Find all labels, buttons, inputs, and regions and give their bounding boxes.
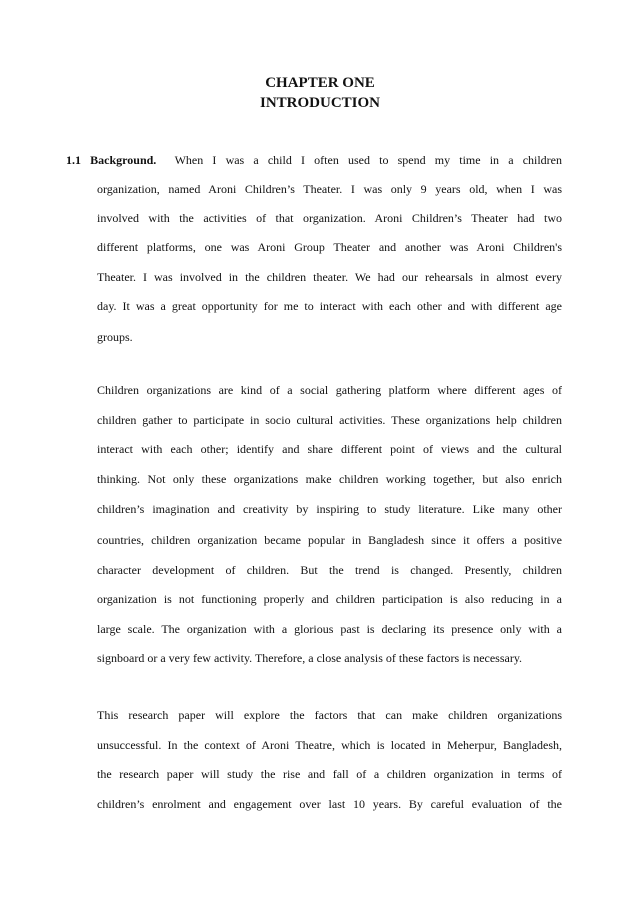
paragraph-line: Theater. I was involved in the children theater. We had our rehearsals in almost every bbox=[97, 270, 562, 284]
section-number: 1.1 bbox=[66, 153, 81, 167]
paragraph-line: different platforms, one was Aroni Group Theater and another was Aroni Children's bbox=[97, 240, 562, 254]
paragraph-line: thinking. Not only these organizations make children working together, but also enrich bbox=[97, 472, 562, 486]
chapter-label: CHAPTER ONE bbox=[265, 75, 375, 91]
section-heading bbox=[66, 153, 156, 167]
paragraph-line: countries, children organization became popular in Bangladesh since it offers a positive bbox=[97, 533, 562, 547]
paragraph-line: children’s enrolment and engagement over last 10 years. By careful evaluation of the bbox=[97, 797, 562, 811]
section-title: Background. bbox=[90, 153, 157, 167]
paragraph-line: day. It was a great opportunity for me to interact with each other and with different age bbox=[97, 299, 562, 313]
paragraph-line: Children organizations are kind of a social gathering platform where different ages of bbox=[97, 383, 562, 397]
line-text: When I was a child I often used to spend my time in a children bbox=[174, 153, 563, 167]
paragraph-line: organization, named Aroni Children’s Theater. I was only 9 years old, when I was bbox=[97, 182, 562, 196]
paragraph-line: children’s imagination and creativity by inspiring to study literature. Like many other bbox=[97, 502, 562, 516]
paragraph-line: organization is not functioning properly and children participation is also reducing in a bbox=[97, 592, 562, 606]
paragraph-line: interact with each other; identify and share different point of views and the cultural bbox=[97, 442, 562, 456]
paragraph-line: signboard or a very few activity. Therefore, a close analysis of these factors is necessary. bbox=[97, 651, 523, 665]
paragraph-line: the research paper will study the rise and fall of a children organization in terms of bbox=[97, 767, 562, 781]
paragraph-line: large scale. The organization with a glorious past is declaring its presence only with a bbox=[97, 622, 562, 636]
chapter-title: INTRODUCTION bbox=[259, 95, 380, 111]
paragraph-line: children gather to participate in socio cultural activities. These organizations help children bbox=[97, 413, 562, 427]
paragraph-line: character development of children. But the trend is changed. Presently, children bbox=[97, 563, 562, 577]
chapter-heading bbox=[0, 73, 638, 113]
paragraph-line: involved with the activities of that organization. Aroni Children’s Theater had two bbox=[97, 211, 562, 225]
paragraph-line: This research paper will explore the factors that can make children organizations bbox=[97, 708, 562, 722]
paragraph-line: groups. bbox=[97, 330, 133, 344]
paragraph-line bbox=[66, 153, 562, 167]
paragraph-line: unsuccessful. In the context of Aroni Theatre, which is located in Meherpur, Bangladesh, bbox=[97, 738, 562, 752]
